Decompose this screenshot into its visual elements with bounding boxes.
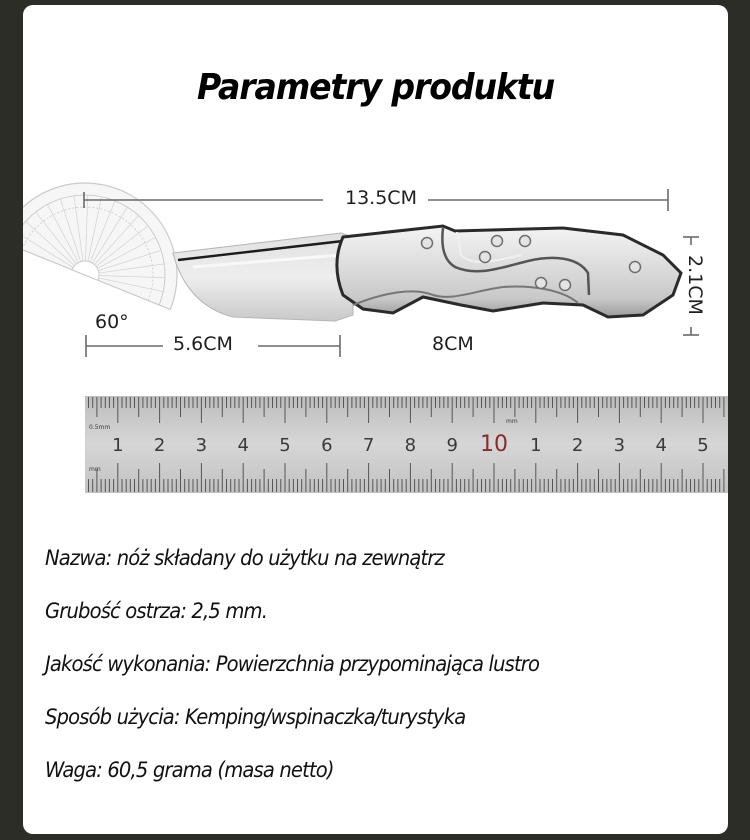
- ruler-number: 9: [446, 435, 458, 456]
- knife-handle: [337, 226, 681, 317]
- knife-blade: [173, 233, 353, 321]
- handle-length-label: 8CM: [432, 333, 474, 355]
- protractor-icon: [23, 155, 205, 309]
- page-title: Parametry produktu: [196, 67, 555, 108]
- ruler-number: 5: [697, 435, 709, 456]
- ruler: [85, 396, 728, 493]
- ruler-number: 2: [571, 435, 584, 456]
- ruler-bottom-unit: mm: [89, 466, 101, 473]
- ruler-number: 3: [613, 435, 626, 456]
- ruler-number: 2: [153, 435, 166, 456]
- spec-usage: Sposób użycia: Kemping/wspinaczka/turystyka: [45, 705, 466, 729]
- ruler-number: 3: [195, 435, 208, 456]
- ruler-number: 6: [321, 435, 333, 456]
- ruler-number: 7: [362, 435, 375, 456]
- product-card: [23, 5, 728, 834]
- ruler-mid-unit: mm: [506, 418, 518, 425]
- spec-list: [45, 538, 725, 803]
- spec-name: Nazwa: nóż składany do użytku na zewnątrz: [45, 546, 444, 570]
- angle-label: 60°: [95, 311, 129, 333]
- ruler-top-unit: 0.5mm: [89, 424, 111, 431]
- ruler-number: 1: [530, 435, 542, 456]
- width-label: 2.1CM: [683, 255, 706, 315]
- knife-illustration: [23, 5, 728, 525]
- spec-finish: Jakość wykonania: Powierzchnia przypominająca lustro: [45, 652, 540, 676]
- total-length-label: 13.5CM: [345, 187, 417, 209]
- spec-blade-thickness: Grubość ostrza: 2,5 mm.: [45, 599, 268, 623]
- product-figure: [23, 5, 728, 525]
- ruler-number: 4: [237, 435, 249, 456]
- ruler-number: 1: [112, 435, 124, 456]
- ruler-number: 10: [480, 432, 508, 457]
- ruler-number: 5: [279, 435, 291, 456]
- blade-length-label: 5.6CM: [173, 333, 233, 355]
- ruler-number: 8: [404, 435, 417, 456]
- ruler-number: 4: [655, 435, 667, 456]
- spec-weight: Waga: 60,5 grama (masa netto): [45, 758, 334, 782]
